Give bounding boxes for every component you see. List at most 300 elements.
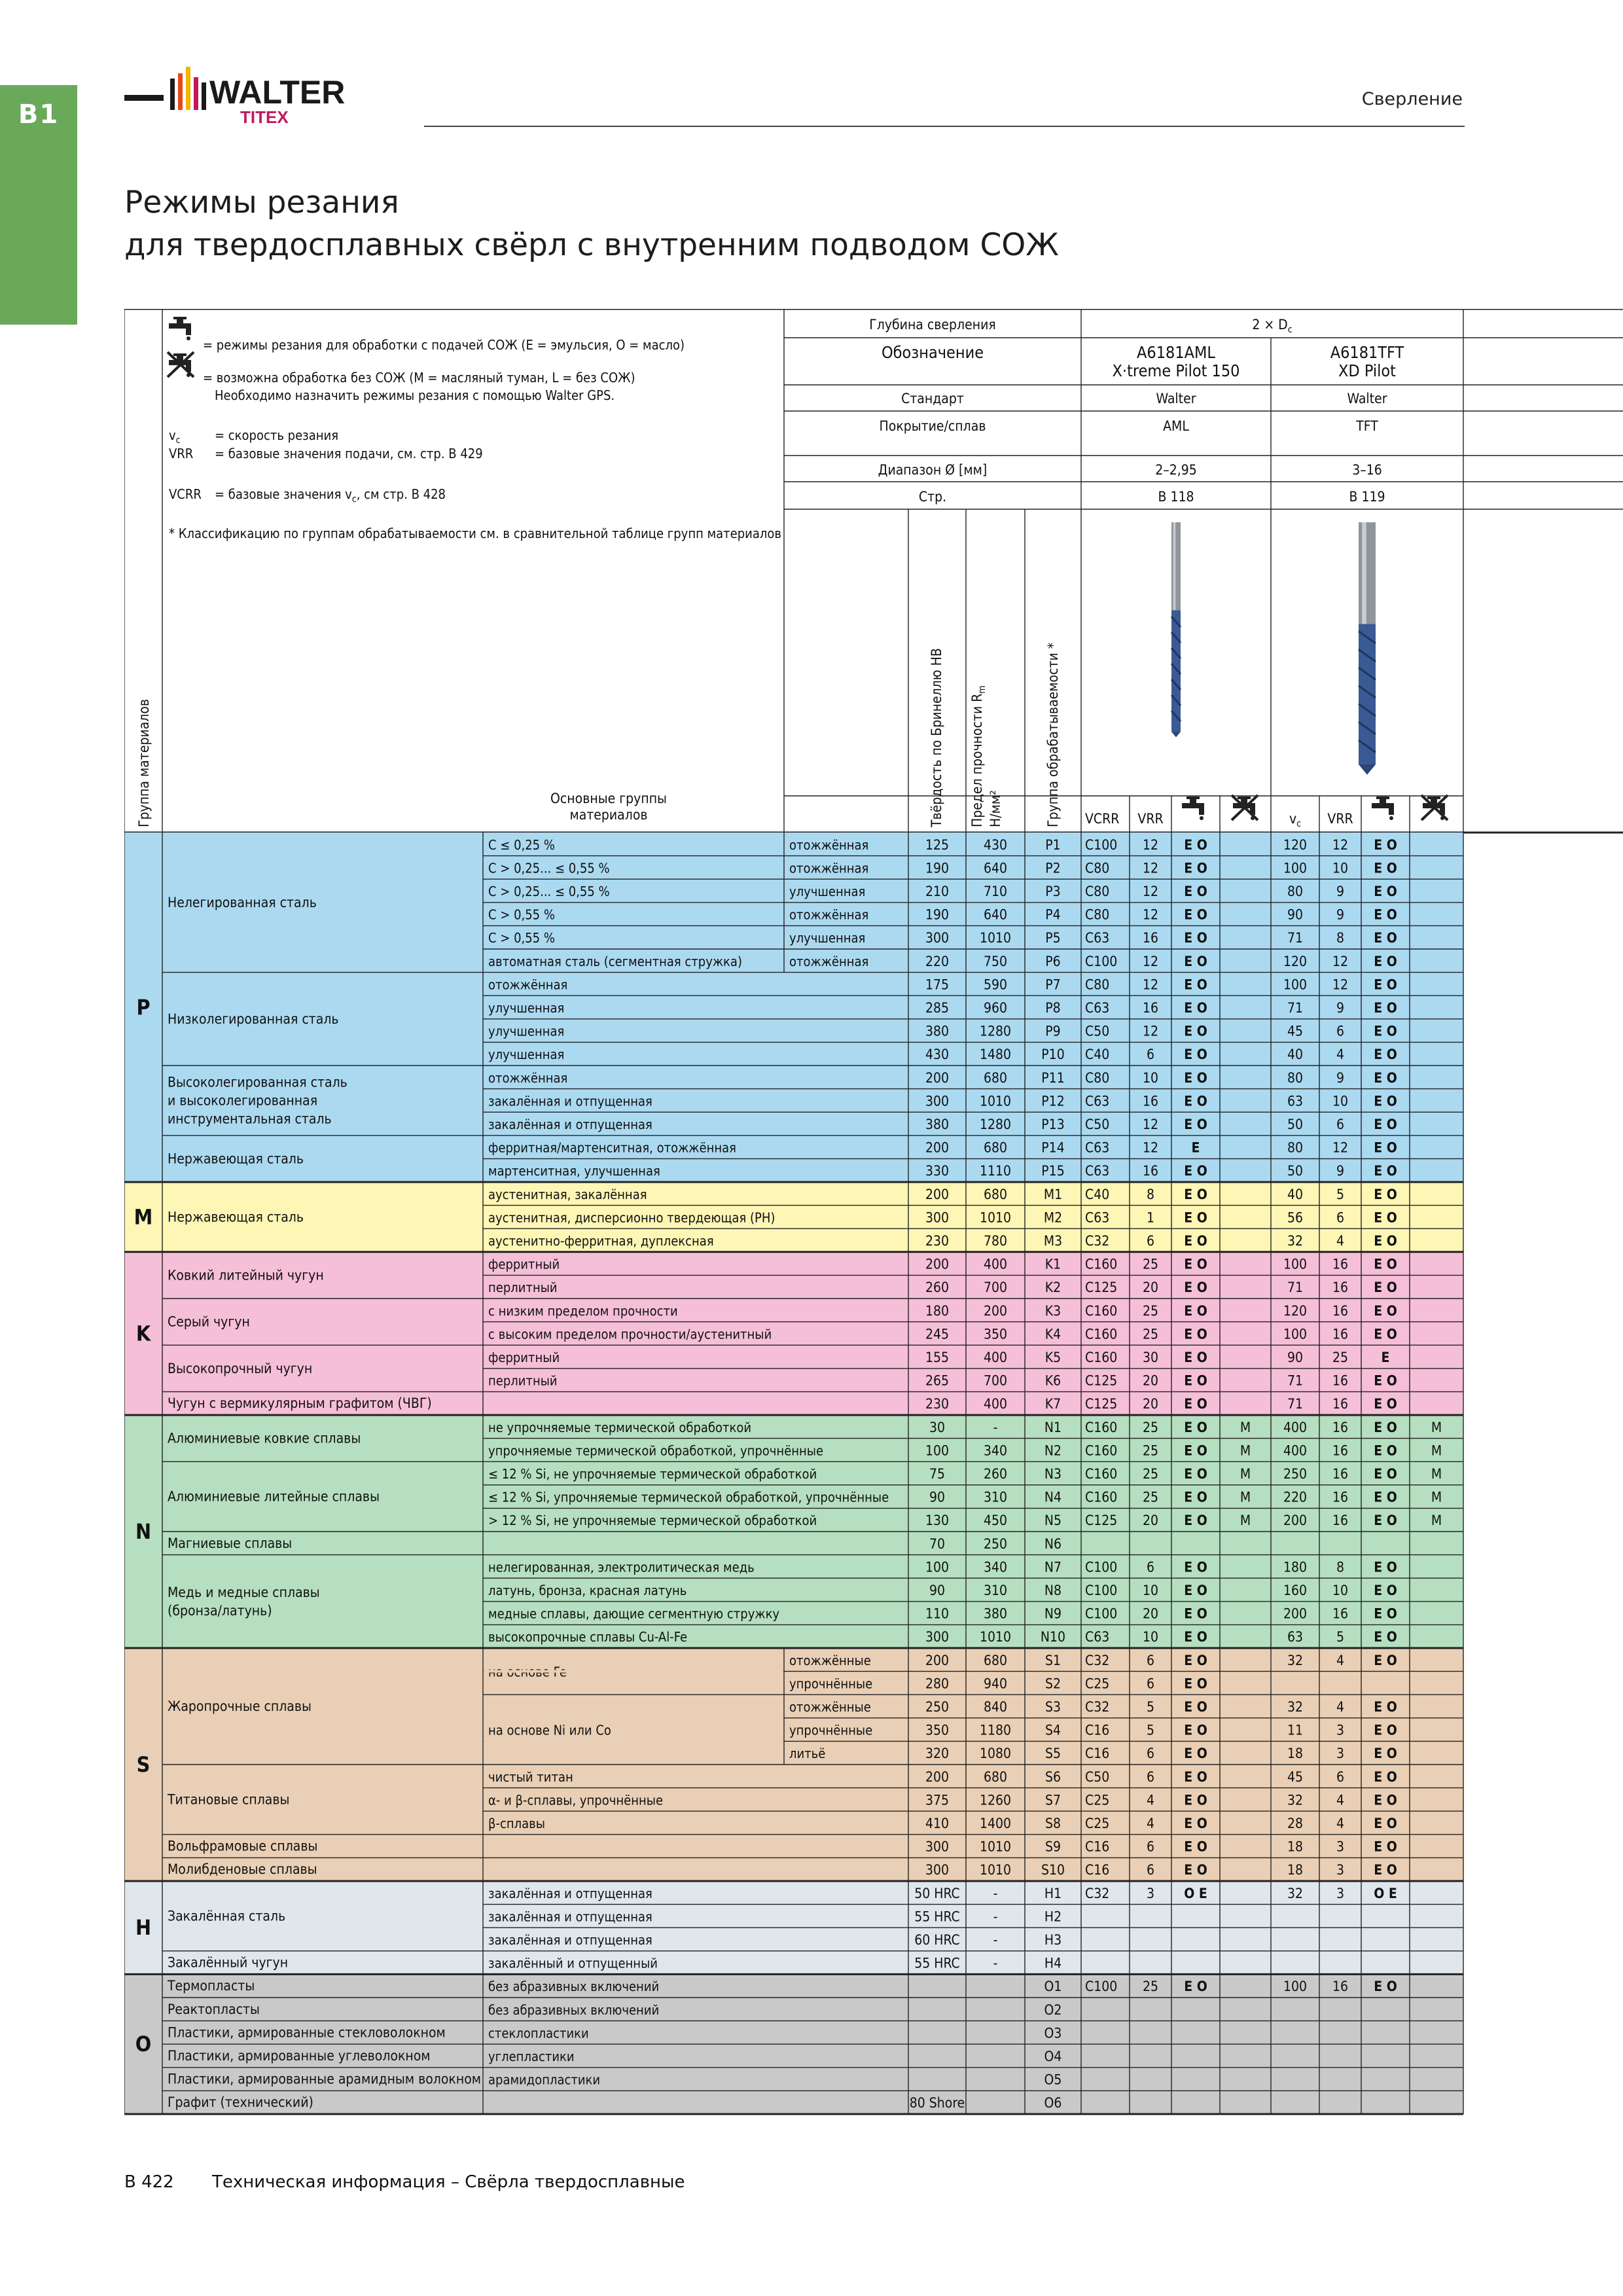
table-cell: 6: [1336, 1117, 1345, 1132]
table-cell: 1010: [979, 930, 1012, 946]
table-cell: 20: [1142, 1396, 1159, 1412]
table-cell: M: [1431, 1489, 1442, 1505]
table-cell: 6: [1336, 1210, 1345, 1226]
table-cell: E O: [1184, 1396, 1207, 1412]
table-cell: E O: [1374, 1699, 1397, 1715]
legend-coolant-text: = режимы резания для обработки с подачей СОЖ (E = эмульсия, O = масло): [203, 337, 685, 353]
table-cell: E: [1191, 1139, 1200, 1156]
material-group-name: Магниевые сплавы: [168, 1535, 293, 1551]
table-cell: C160: [1085, 1489, 1118, 1505]
material-subgroup: закалённая и отпущенная: [488, 1909, 652, 1925]
table-cell: S5: [1044, 1746, 1061, 1762]
table-cell: 71: [1287, 930, 1304, 946]
table-cell: 330: [925, 1163, 950, 1179]
table-cell: 190: [925, 906, 950, 923]
material-group-name: Реактопласты: [168, 2001, 260, 2017]
material-subgroup: ферритный: [488, 1256, 560, 1272]
table-cell: 80: [1287, 1139, 1304, 1156]
material-subgroup: автоматная сталь (сегментная стружка): [488, 953, 742, 969]
table-cell: E O: [1374, 1302, 1397, 1319]
table-cell: E O: [1374, 1839, 1397, 1855]
table-cell: 340: [983, 1443, 1008, 1459]
table-cell: 20: [1142, 1513, 1159, 1529]
table-cell: 12: [1332, 977, 1349, 993]
legend-vc-key-text: v: [169, 427, 176, 443]
table-cell: C32: [1085, 1699, 1110, 1715]
table-cell: E O: [1374, 1513, 1397, 1529]
table-cell: 50: [1287, 1117, 1304, 1132]
group-letter-p: P: [136, 995, 151, 1020]
table-cell: 25: [1142, 1443, 1159, 1459]
table-cell: E O: [1184, 953, 1207, 969]
table-cell: C80: [1085, 884, 1110, 899]
table-cell: O6: [1044, 2095, 1062, 2111]
table-cell: E O: [1374, 836, 1397, 853]
material-group-name: инструментальная сталь: [168, 1111, 332, 1127]
table-cell: N4: [1044, 1489, 1062, 1505]
table-cell: 1010: [979, 1210, 1012, 1226]
table-cell: C160: [1085, 1350, 1118, 1365]
table-cell: 175: [925, 977, 950, 993]
table-cell: 640: [983, 906, 1008, 923]
merged-cell-mask: [484, 1740, 783, 1742]
table-cell: 200: [925, 1069, 950, 1086]
table-cell: 680: [983, 1069, 1008, 1086]
table-cell: S4: [1044, 1722, 1061, 1738]
legend-vrr-text: = базовые значения подачи, см. стр. B 429: [215, 446, 483, 461]
table-cell: P5: [1045, 930, 1061, 946]
table-cell: 4: [1336, 1233, 1345, 1249]
table-cell: E O: [1184, 1513, 1207, 1529]
tool2-name: XD Pilot: [1338, 361, 1396, 380]
table-cell: E O: [1374, 1139, 1397, 1156]
table-cell: C50: [1085, 1023, 1110, 1039]
table-cell: E O: [1184, 1746, 1207, 1762]
material-group-name: Пластики, армированные стекловолокном: [168, 2024, 446, 2041]
table-cell: 350: [983, 1326, 1008, 1342]
material-subgroup: медные сплавы, дающие сегментную стружку: [488, 1605, 780, 1622]
table-cell: 340: [983, 1559, 1008, 1575]
table-cell: 45: [1287, 1023, 1304, 1039]
table-cell: E O: [1374, 1489, 1397, 1505]
table-cell: E O: [1374, 1768, 1397, 1785]
table-cell: E O: [1374, 1816, 1397, 1831]
table-cell: 8: [1336, 1559, 1345, 1575]
table-cell: 6: [1146, 1047, 1155, 1063]
group-letter-k: K: [135, 1321, 151, 1346]
table-cell: 50: [1287, 1163, 1304, 1179]
table-cell: E O: [1184, 1792, 1207, 1808]
table-cell: 8: [1336, 930, 1345, 946]
table-cell: M: [1431, 1466, 1442, 1482]
table-cell: C80: [1085, 860, 1110, 876]
table-cell: M: [1240, 1443, 1251, 1459]
table-cell: 9: [1336, 1000, 1345, 1016]
table-cell: 155: [925, 1350, 950, 1365]
material-group-name: Ковкий литейный чугун: [168, 1267, 324, 1283]
table-cell: 75: [929, 1466, 946, 1482]
table-cell: 180: [1283, 1559, 1308, 1575]
table-cell: 350: [925, 1722, 950, 1738]
table-cell: 11: [1287, 1722, 1304, 1738]
table-cell: O5: [1044, 2072, 1062, 2088]
table-cell: 30: [929, 1419, 946, 1435]
material-subgroup: C > 0,25... ≤ 0,55 %: [488, 860, 610, 876]
tool2-coolant-icon: [1372, 797, 1394, 820]
table-cell: 400: [983, 1396, 1008, 1412]
group-band-m: [124, 1182, 1463, 1252]
table-cell: E O: [1184, 1862, 1207, 1878]
table-cell: K6: [1044, 1372, 1061, 1389]
table-cell: E O: [1374, 1792, 1397, 1808]
table-cell: 680: [983, 1768, 1008, 1785]
table-cell: C63: [1085, 1093, 1110, 1109]
table-cell: 25: [1142, 1466, 1159, 1482]
table-cell: 100: [925, 1559, 950, 1575]
table-cell: 300: [925, 1210, 950, 1226]
material-subgroup: C > 0,55 %: [488, 906, 555, 923]
table-cell: 25: [1142, 1489, 1159, 1505]
table-cell: 4: [1336, 1792, 1345, 1808]
tool2-vc-col1: v: [1289, 811, 1297, 827]
tool2-coating: TFT: [1356, 418, 1378, 434]
table-cell: C25: [1085, 1816, 1110, 1831]
table-cell: 450: [983, 1513, 1008, 1529]
table-cell: 250: [1283, 1466, 1308, 1482]
table-cell: 750: [983, 953, 1008, 969]
hb-column-label: Твёрдость по Бринеллю HB: [929, 648, 944, 827]
table-cell: 250: [983, 1535, 1008, 1552]
material-subgroup: ферритный: [488, 1350, 560, 1365]
table-cell: O E: [1184, 1885, 1207, 1901]
legend-gps-text: Необходимо назначить режимы резания с помощью Walter GPS.: [215, 387, 615, 403]
table-cell: 400: [983, 1256, 1008, 1272]
table-cell: O3: [1044, 2025, 1062, 2041]
table-cell: 700: [983, 1372, 1008, 1389]
table-cell: E O: [1374, 1372, 1397, 1389]
material-subgroup: улучшенная: [488, 1023, 565, 1039]
table-cell: E O: [1374, 1186, 1397, 1202]
legend-vcrr-text: [215, 486, 446, 505]
table-cell: C63: [1085, 1210, 1110, 1226]
table-cell: 16: [1332, 1489, 1349, 1505]
legend-note: * Классификацию по группам обрабатываемости см. в сравнительной таблице групп материалов: [169, 526, 781, 541]
table-cell: M: [1240, 1466, 1251, 1482]
table-cell: 9: [1336, 1163, 1345, 1179]
rm-unit-label: Н/мм²: [988, 790, 1003, 827]
table-cell: 28: [1287, 1816, 1304, 1831]
table-cell: P4: [1045, 906, 1061, 923]
table-cell: 60 HRC: [914, 1932, 960, 1948]
table-cell: 25: [1142, 1326, 1159, 1342]
material-subgroup: аустенитная, закалённая: [488, 1186, 647, 1202]
group-letter-m: M: [134, 1204, 153, 1230]
table-cell: -: [993, 1885, 998, 1901]
table-cell: N3: [1044, 1466, 1062, 1482]
table-cell: 25: [1142, 1302, 1159, 1319]
table-cell: 12: [1142, 906, 1159, 923]
table-cell: C40: [1085, 1186, 1110, 1202]
material-subgroup: аустенитно-ферритная, дуплексная: [488, 1233, 714, 1249]
table-cell: E O: [1374, 977, 1397, 993]
table-cell: 16: [1332, 1979, 1349, 1995]
table-cell: C160: [1085, 1256, 1118, 1272]
table-cell: 4: [1336, 1047, 1345, 1063]
table-cell: M2: [1043, 1210, 1063, 1226]
material-subgroup: отожжённая: [488, 1069, 568, 1086]
table-cell: 12: [1142, 836, 1159, 853]
table-cell: 380: [983, 1605, 1008, 1622]
table-cell: 71: [1287, 1396, 1304, 1412]
table-cell: 1010: [979, 1839, 1012, 1855]
table-cell: E O: [1184, 1210, 1207, 1226]
table-cell: O2: [1044, 2001, 1062, 2018]
table-cell: C40: [1085, 1047, 1110, 1063]
table-cell: 16: [1332, 1419, 1349, 1435]
table-cell: E O: [1184, 1839, 1207, 1855]
table-cell: 5: [1336, 1186, 1345, 1202]
table-cell: 940: [983, 1676, 1008, 1692]
table-svg: [124, 309, 1623, 2131]
table-cell: E O: [1374, 1629, 1397, 1645]
table-cell: 16: [1142, 1000, 1159, 1016]
material-group-name: Пластики, армированные углеволокном: [168, 2048, 431, 2064]
table-cell: K5: [1044, 1350, 1061, 1365]
machinability-label: Группа обрабатываемости *: [1045, 642, 1061, 827]
table-cell: N6: [1044, 1535, 1062, 1552]
material-subgroup: > 12 % Si, не упрочняемые термической обработкой: [488, 1513, 817, 1529]
table-cell: S2: [1044, 1676, 1061, 1692]
cutting-data-table: [124, 309, 1623, 2131]
table-cell: K4: [1044, 1326, 1061, 1342]
material-subgroup: чистый титан: [488, 1768, 573, 1785]
table-cell: E O: [1184, 1163, 1207, 1179]
group-letter-o: O: [135, 2032, 152, 2057]
table-cell: 12: [1332, 836, 1349, 853]
material-subgroup: закалённый и отпущенный: [488, 1955, 658, 1971]
header-rule: [424, 126, 1465, 127]
material-group-name: Вольфрамовые сплавы: [168, 1838, 318, 1854]
table-cell: C80: [1085, 1069, 1110, 1086]
table-cell: E O: [1184, 1023, 1207, 1039]
table-cell: S9: [1044, 1839, 1061, 1855]
table-cell: P9: [1045, 1023, 1061, 1039]
table-cell: 16: [1332, 1605, 1349, 1622]
table-cell: E O: [1184, 977, 1207, 993]
table-cell: 590: [983, 977, 1008, 993]
table-cell: E O: [1184, 1256, 1207, 1272]
material-condition: отожжённая: [789, 953, 869, 969]
material-group-name: Жаропрочные сплавы: [168, 1698, 312, 1714]
material-subgroup: стеклопластики: [488, 2025, 589, 2041]
table-cell: 130: [925, 1513, 950, 1529]
table-cell: E O: [1184, 1280, 1207, 1296]
table-cell: 16: [1332, 1466, 1349, 1482]
logo-brand: WALTER: [209, 74, 346, 111]
legend-vcrr-vcrr_sub: c: [351, 494, 357, 505]
table-cell: C25: [1085, 1792, 1110, 1808]
material-condition: отожжённые: [789, 1699, 871, 1715]
table-cell: O1: [1044, 1979, 1062, 1995]
table-cell: 100: [1283, 1979, 1308, 1995]
table-cell: N10: [1040, 1629, 1066, 1645]
table-cell: P11: [1041, 1069, 1065, 1086]
table-cell: P8: [1045, 1000, 1061, 1016]
material-group-name: Медь и медные сплавы: [168, 1584, 320, 1600]
material-group-name: и высоколегированная: [168, 1092, 318, 1109]
table-cell: 16: [1332, 1256, 1349, 1272]
table-cell: 20: [1142, 1372, 1159, 1389]
table-cell: C160: [1085, 1326, 1118, 1342]
tool1-vrr-header: VRR: [1137, 811, 1164, 827]
material-condition: литьё: [789, 1746, 826, 1762]
table-cell: C80: [1085, 906, 1110, 923]
material-group-name: Алюминиевые ковкие сплавы: [168, 1430, 361, 1446]
table-cell: E O: [1184, 1816, 1207, 1831]
table-cell: E O: [1374, 1210, 1397, 1226]
group-letter-h: H: [135, 1915, 152, 1941]
table-cell: K7: [1044, 1396, 1061, 1412]
table-cell: C125: [1085, 1280, 1118, 1296]
table-cell: 840: [983, 1699, 1008, 1715]
table-cell: E O: [1374, 1722, 1397, 1738]
table-cell: 12: [1332, 1139, 1349, 1156]
table-cell: M: [1431, 1443, 1442, 1459]
material-subgroup: перлитный: [488, 1280, 558, 1296]
table-cell: 6: [1146, 1676, 1155, 1692]
table-cell: C32: [1085, 1652, 1110, 1668]
table-cell: C16: [1085, 1746, 1110, 1762]
table-cell: 16: [1332, 1443, 1349, 1459]
table-cell: 120: [1283, 1302, 1308, 1319]
table-cell: P1: [1045, 836, 1061, 853]
table-cell: 180: [925, 1302, 950, 1319]
material-subgroup: высокопрочные сплавы Cu-Al-Fe: [488, 1629, 688, 1645]
table-cell: 310: [983, 1489, 1008, 1505]
material-subgroup: без абразивных включений: [488, 2001, 660, 2018]
material-group-name: Титановые сплавы: [168, 1791, 290, 1808]
designation-label: Обозначение: [881, 343, 984, 362]
table-cell: 12: [1142, 977, 1159, 993]
table-cell: -: [993, 1955, 998, 1971]
table-cell: 16: [1142, 1093, 1159, 1109]
table-cell: E O: [1374, 1746, 1397, 1762]
table-cell: E O: [1184, 1000, 1207, 1016]
material-group-name: Алюминиевые литейные сплавы: [168, 1488, 380, 1505]
table-cell: 9: [1336, 906, 1345, 923]
table-cell: E O: [1184, 1768, 1207, 1785]
table-cell: -: [993, 1909, 998, 1925]
table-cell: O E: [1374, 1885, 1397, 1901]
material-subgroup: арамидопластики: [488, 2072, 601, 2088]
chapter-tab-label: B1: [18, 99, 60, 130]
table-cell: E O: [1374, 1047, 1397, 1063]
table-cell: P13: [1041, 1117, 1065, 1132]
table-cell: C100: [1085, 953, 1118, 969]
table-cell: 71: [1287, 1000, 1304, 1016]
table-cell: 100: [1283, 860, 1308, 876]
table-cell: 125: [925, 836, 950, 853]
table-cell: 3: [1336, 1839, 1345, 1855]
table-cell: 160: [1283, 1583, 1308, 1598]
table-cell: K1: [1044, 1256, 1061, 1272]
table-cell: C25: [1085, 1676, 1110, 1692]
table-cell: H2: [1044, 1909, 1062, 1925]
table-cell: C160: [1085, 1443, 1118, 1459]
table-cell: 4: [1336, 1816, 1345, 1831]
table-cell: E O: [1184, 1326, 1207, 1342]
tool1-range: 2–2,95: [1155, 462, 1197, 478]
material-subgroup: нелегированная, электролитическая медь: [488, 1559, 755, 1575]
table-cell: 265: [925, 1372, 950, 1389]
table-cell: 380: [925, 1117, 950, 1132]
table-cell: E: [1381, 1350, 1390, 1365]
table-cell: 32: [1287, 1652, 1304, 1668]
range-label: Диапазон Ø [мм]: [878, 462, 988, 478]
table-cell: 9: [1336, 1069, 1345, 1086]
material-subgroup: улучшенная: [488, 1047, 565, 1063]
material-subgroup: C > 0,25... ≤ 0,55 %: [488, 884, 610, 899]
table-cell: K3: [1044, 1302, 1061, 1319]
table-cell: E O: [1184, 1443, 1207, 1459]
material-subgroup: улучшенная: [488, 1000, 565, 1016]
table-cell: 71: [1287, 1372, 1304, 1389]
table-cell: E O: [1184, 1722, 1207, 1738]
depth-depth_sub: c: [1287, 325, 1293, 335]
table-cell: E O: [1184, 1979, 1207, 1995]
table-cell: 1010: [979, 1862, 1012, 1878]
table-cell: S6: [1044, 1768, 1061, 1785]
table-cell: E O: [1184, 930, 1207, 946]
table-cell: E O: [1374, 1280, 1397, 1296]
table-cell: 40: [1287, 1047, 1304, 1063]
table-cell: E O: [1184, 1186, 1207, 1202]
table-cell: H1: [1044, 1885, 1062, 1901]
table-cell: 80 Shore: [909, 2095, 965, 2111]
drill-image-tool2: [1359, 522, 1376, 775]
table-cell: 25: [1332, 1350, 1349, 1365]
table-cell: 18: [1287, 1839, 1304, 1855]
coolant-tap-icon: [169, 317, 191, 340]
table-cell: 12: [1142, 1117, 1159, 1132]
table-cell: S1: [1044, 1652, 1061, 1668]
table-cell: C50: [1085, 1768, 1110, 1785]
table-cell: E O: [1374, 1583, 1397, 1598]
table-cell: C63: [1085, 1000, 1110, 1016]
material-group-name: Пластики, армированные арамидным волокном: [168, 2071, 482, 2087]
table-cell: 430: [983, 836, 1008, 853]
table-cell: 16: [1332, 1302, 1349, 1319]
merged-cell-mask: [484, 1717, 783, 1719]
tool2-range: 3–16: [1352, 462, 1382, 478]
table-cell: P12: [1041, 1093, 1065, 1109]
table-cell: M: [1240, 1489, 1251, 1505]
main-groups-label-2: материалов: [569, 807, 648, 823]
depth-label: Глубина сверления: [869, 317, 996, 332]
material-subgroup: ферритная/мартенситная, отожжённая: [488, 1139, 736, 1156]
table-cell: 400: [983, 1350, 1008, 1365]
table-cell: 380: [925, 1023, 950, 1039]
footer: [124, 2172, 685, 2192]
table-cell: N8: [1044, 1583, 1062, 1598]
material-subgroup: отожжённая: [488, 977, 568, 993]
table-cell: 320: [925, 1746, 950, 1762]
table-cell: 32: [1287, 1885, 1304, 1901]
table-cell: 1280: [979, 1023, 1012, 1039]
table-cell: E O: [1184, 1605, 1207, 1622]
material-group-name: Нержавеющая сталь: [168, 1209, 304, 1225]
table-cell: 700: [983, 1280, 1008, 1296]
